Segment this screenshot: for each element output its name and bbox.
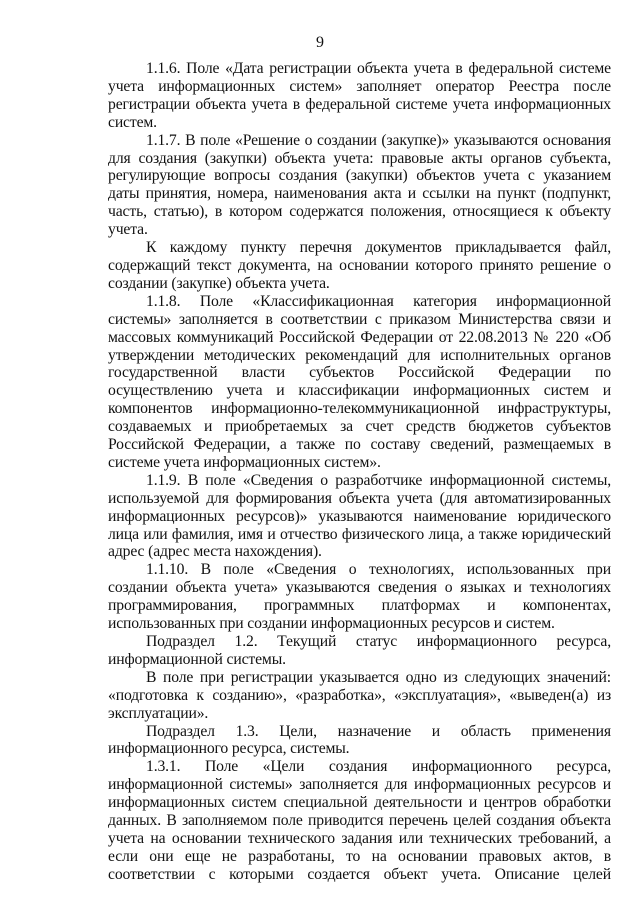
paragraph-1-1-9: 1.1.9. В поле «Сведения о разработчике информационной системы, используемой для формирования объекта учета (для автоматизированных информационных ресурсов)» указываются наименование юридического лица или фамилия, имя и отчество физического лица, а также юридический адрес (адрес места нахождения). — [108, 471, 611, 561]
paragraph-1-3-1: 1.3.1. Поле «Цели создания информационного ресурса, информационной системы» заполняется для информационных ресурсов и информационных систем специальной деятельности и центров обработки данных. В заполняемом поле приводится перечень целей создания объекта учета на основании технического задания или технических требований, а если они еще не разработаны, то на основании правовых актов, в соответствии с которыми создается объект учета. Описание целей — [108, 758, 611, 883]
paragraph-1-1-10: 1.1.10. В поле «Сведения о технологиях, использованных при создании объекта учета» указываются сведения о языках и технологиях программирования, программных платформах и компонентах, использованных при создании информационных ресурсов и систем. — [108, 561, 611, 633]
document-body — [108, 60, 611, 884]
paragraph-1-1-7: 1.1.7. В поле «Решение о создании (закупке)» указываются основания для создания (закупки) объекта учета: правовые акты органов субъекта, регулирующие вопросы создания (закупки) объектов учета с указанием даты принятия, номера, наименования акта и ссылки на пункт (подпункт, часть, статью), в котором содержатся положения, относящиеся к объекту учета. — [108, 131, 611, 239]
subsection-1-3-heading: Подраздел 1.3. Цели, назначение и область применения информационного ресурса, системы. — [108, 722, 611, 758]
paragraph-status-values: В поле при регистрации указывается одно из следующих значений: «подготовка к созданию», «разработка», «эксплуатация», «выведен(а) из эксплуатации». — [108, 668, 611, 722]
subsection-1-2-heading: Подраздел 1.2. Текущий статус информационного ресурса, информационной системы. — [108, 633, 611, 668]
paragraph-1-1-8: 1.1.8. Поле «Классификационная категория информационной системы» заполняется в соответствии с приказом Министерства связи и массовых коммуникаций Российской Федерации от 22.08.2013 № 220 «Об утверждении методических рекомендаций для исполнительных органов государственной власти субъектов Российской Федерации по осуществлению учета и классификации информационных систем и компонентов информационно-телекоммуникационной инфраструктуры, создаваемых и приобретаемых за счет средств бюджетов субъектов Российской Федерации, а также по составу сведений, размещаемых в системе учета информационных систем». — [108, 292, 611, 471]
paragraph-1-1-6: 1.1.6. Поле «Дата регистрации объекта учета в федеральной системе учета информационных систем» заполняет оператор Реестра после регистрации объекта учета в федеральной системе учета информационных систем. — [108, 60, 611, 131]
paragraph-attachment-note: К каждому пункту перечня документов прикладывается файл, содержащий текст документа, на основании которого принято решение о создании (закупке) объекта учета. — [108, 239, 611, 292]
page-number: 9 — [316, 34, 324, 51]
